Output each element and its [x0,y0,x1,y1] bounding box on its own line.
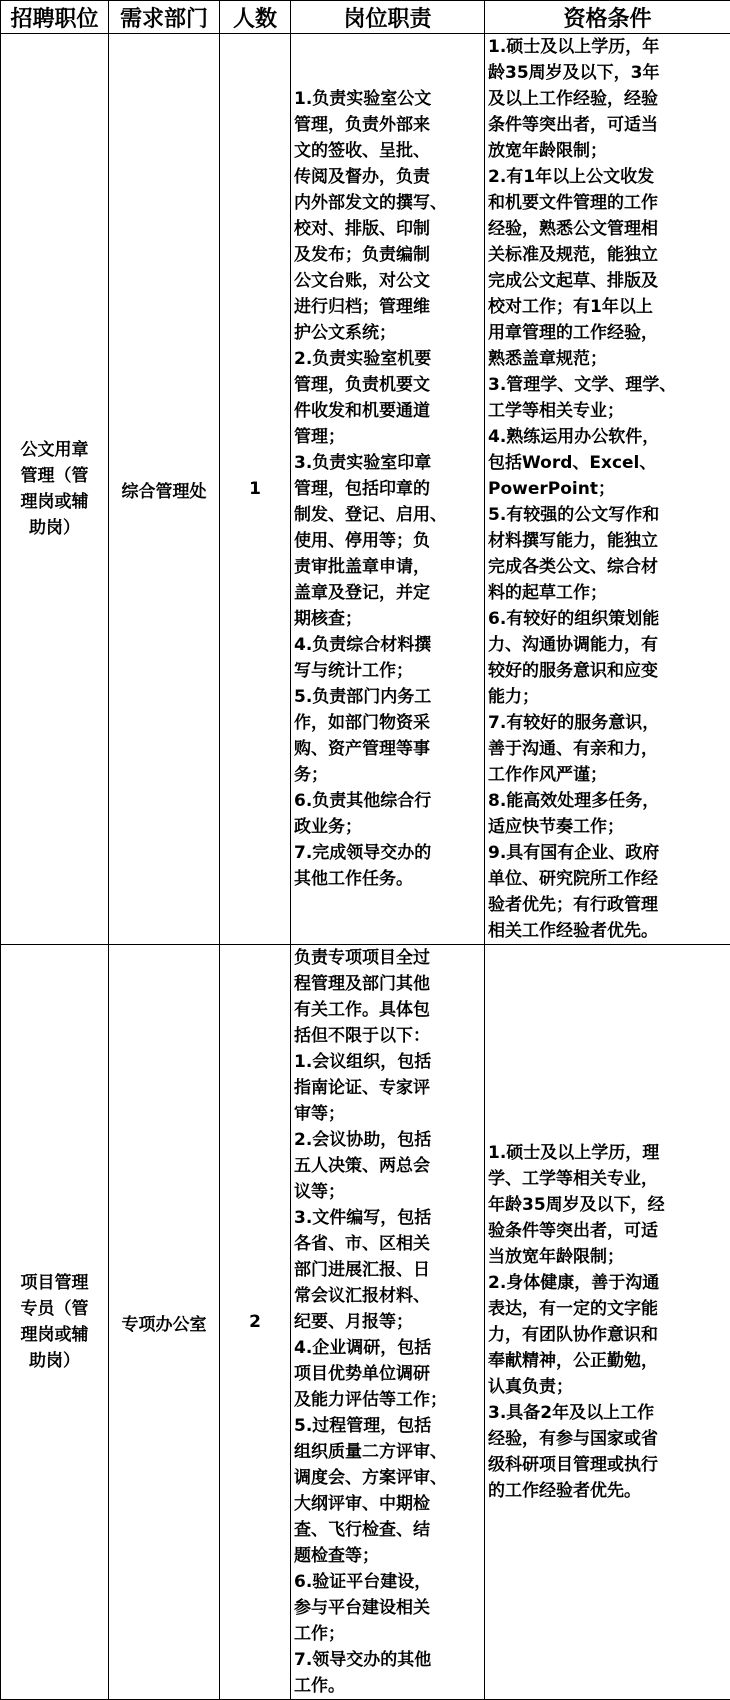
cell-line: 工作作风严谨； [488,762,727,788]
cell-line: 奉献精神，公正勤勉， [488,1348,727,1374]
cell-line: 公文用章 [4,437,105,463]
cell-line: 4.企业调研，包括 [294,1335,481,1361]
cell-line: 用章管理的工作经验， [488,320,727,346]
cell-line: 7.完成领导交办的 [294,840,481,866]
cell-line: 关标准及规范，能独立 [488,242,727,268]
department-cell: 专项办公室 [109,945,220,1700]
cell-line: 4.负责综合材料撰 [294,632,481,658]
cell-line: 验者优先；有行政管理 [488,892,727,918]
cell-line: 使用、停用等；负 [294,528,481,554]
cell-line: 力，有团队协作意识和 [488,1322,727,1348]
cell-line: 工作； [294,1621,481,1647]
header-department: 需求部门 [109,1,220,34]
table-row [1,34,730,945]
cell-line: 能力； [488,684,727,710]
cell-line: 责审批盖章申请， [294,554,481,580]
cell-line: 3.文件编写，包括 [294,1205,481,1231]
cell-line: 单位、研究院所工作经 [488,866,727,892]
cell-line: 专员（管 [4,1296,105,1322]
cell-line: 1.硕士及以上学历，年 [488,34,727,60]
count-cell: 1 [220,34,291,945]
cell-line: 及发布；负责编制 [294,242,481,268]
cell-line: 项目管理 [4,1270,105,1296]
cell-line: 放宽年龄限制； [488,138,727,164]
cell-line: 料的起草工作； [488,580,727,606]
cell-line: 管理，包括印章的 [294,476,481,502]
cell-line: 务； [294,762,481,788]
header-count: 人数 [220,1,291,34]
cell-line: 写与统计工作； [294,658,481,684]
cell-line: 工作。 [294,1673,481,1699]
cell-line: 五人决策、两总会 [294,1153,481,1179]
cell-line: 制发、登记、启用、 [294,502,481,528]
cell-line: 力、沟通协调能力，有 [488,632,727,658]
cell-line: 工学等相关专业； [488,398,727,424]
cell-line: 常会议汇报材料、 [294,1283,481,1309]
cell-line: 期核查； [294,606,481,632]
cell-line: 7.领导交办的其他 [294,1647,481,1673]
cell-line: 相关工作经验者优先。 [488,918,727,944]
cell-line: 及以上工作经验，经验 [488,86,727,112]
header-position: 招聘职位 [1,1,109,34]
cell-line: 公文台账，对公文 [294,268,481,294]
cell-line: 验条件等突出者，可适 [488,1218,727,1244]
cell-line: 进行归档；管理维 [294,294,481,320]
department-cell: 综合管理处 [109,34,220,945]
cell-line: 大纲评审、中期检 [294,1491,481,1517]
cell-line: 表达，有一定的文字能 [488,1296,727,1322]
cell-line: 6.有较好的组织策划能 [488,606,727,632]
cell-line: 1.会议组织，包括 [294,1049,481,1075]
cell-line: 材料撰写能力，能独立 [488,528,727,554]
cell-line: 4.熟练运用办公软件， [488,424,727,450]
cell-line: 5.过程管理，包括 [294,1413,481,1439]
cell-line: 各省、市、区相关 [294,1231,481,1257]
cell-line: 件收发和机要通道 [294,398,481,424]
header-duties: 岗位职责 [291,1,485,34]
table-row [1,945,730,1700]
cell-line: 校对、排版、印制 [294,216,481,242]
cell-line: 和机要文件管理的工作 [488,190,727,216]
cell-line: 校对工作；有1年以上 [488,294,727,320]
cell-line: 熟悉盖章规范； [488,346,727,372]
duties-cell [291,945,485,1700]
cell-line: 指南论证、专家评 [294,1075,481,1101]
cell-line: 较好的服务意识和应变 [488,658,727,684]
cell-line: 调度会、方案评审、 [294,1465,481,1491]
cell-line: 组织质量二方评审、 [294,1439,481,1465]
cell-line: 完成公文起草、排版及 [488,268,727,294]
cell-line: 纪要、月报等； [294,1309,481,1335]
position-cell [1,34,109,945]
count-cell: 2 [220,945,291,1700]
cell-line: 其他工作任务。 [294,866,481,892]
qualifications-cell [485,34,730,945]
cell-line: 5.负责部门内务工 [294,684,481,710]
cell-line: 文的签收、呈批、 [294,138,481,164]
cell-line: 审等； [294,1101,481,1127]
cell-line: 年龄35周岁及以下，经 [488,1192,727,1218]
cell-line: 适应快节奏工作； [488,814,727,840]
cell-line: 经验，熟悉公文管理相 [488,216,727,242]
cell-line: 程管理及部门其他 [294,971,481,997]
cell-line: 龄35周岁及以下，3年 [488,60,727,86]
duties-cell [291,34,485,945]
cell-line: 助岗） [4,515,105,541]
cell-line: 7.有较好的服务意识， [488,710,727,736]
cell-line: 理岗或辅 [4,489,105,515]
cell-line: 括但不限于以下： [294,1023,481,1049]
cell-line: 2.负责实验室机要 [294,346,481,372]
cell-line: 6.负责其他综合行 [294,788,481,814]
cell-line: 内外部发文的撰写、 [294,190,481,216]
cell-line: 理岗或辅 [4,1322,105,1348]
cell-line: 9.具有国有企业、政府 [488,840,727,866]
cell-line: 经验，有参与国家或省 [488,1426,727,1452]
cell-line: 包括Word、Excel、 [488,450,727,476]
cell-line: 2.身体健康，善于沟通 [488,1270,727,1296]
cell-line: 项目优势单位调研 [294,1361,481,1387]
position-cell [1,945,109,1700]
cell-line: 查、飞行检查、结 [294,1517,481,1543]
cell-line: 5.有较强的公文写作和 [488,502,727,528]
cell-line: 善于沟通、有亲和力， [488,736,727,762]
cell-line: 1.硕士及以上学历，理 [488,1140,727,1166]
cell-line: 2.有1年以上公文收发 [488,164,727,190]
cell-line: 传阅及督办，负责 [294,164,481,190]
cell-line: 认真负责； [488,1374,727,1400]
cell-line: 8.能高效处理多任务， [488,788,727,814]
cell-line: 2.会议协助，包括 [294,1127,481,1153]
cell-line: 3.负责实验室印章 [294,450,481,476]
cell-line: 议等； [294,1179,481,1205]
cell-line: 学、工学等相关专业， [488,1166,727,1192]
cell-line: 管理（管 [4,463,105,489]
cell-line: 级科研项目管理或执行 [488,1452,727,1478]
cell-line: 负责专项项目全过 [294,945,481,971]
cell-line: 题检查等； [294,1543,481,1569]
header-qualifications: 资格条件 [485,1,730,34]
cell-line: 及能力评估等工作； [294,1387,481,1413]
cell-line: 当放宽年龄限制； [488,1244,727,1270]
cell-line: 条件等突出者，可适当 [488,112,727,138]
cell-line: 助岗） [4,1348,105,1374]
cell-line: 的工作经验者优先。 [488,1478,727,1504]
cell-line: 6.验证平台建设， [294,1569,481,1595]
cell-line: 管理，负责机要文 [294,372,481,398]
cell-line: 政业务； [294,814,481,840]
cell-line: 护公文系统； [294,320,481,346]
table-body [1,34,730,1700]
cell-line: 1.负责实验室公文 [294,86,481,112]
cell-line: 购、资产管理等事 [294,736,481,762]
cell-line: PowerPoint； [488,476,727,502]
cell-line: 有关工作。具体包 [294,997,481,1023]
cell-line: 完成各类公文、综合材 [488,554,727,580]
cell-line: 管理； [294,424,481,450]
cell-line: 作，如部门物资采 [294,710,481,736]
qualifications-cell [485,945,730,1700]
cell-line: 盖章及登记，并定 [294,580,481,606]
header-row [1,1,730,34]
cell-line: 参与平台建设相关 [294,1595,481,1621]
cell-line: 管理，负责外部来 [294,112,481,138]
cell-line: 部门进展汇报、日 [294,1257,481,1283]
cell-line: 3.具备2年及以上工作 [488,1400,727,1426]
cell-line: 3.管理学、文学、理学、 [488,372,727,398]
